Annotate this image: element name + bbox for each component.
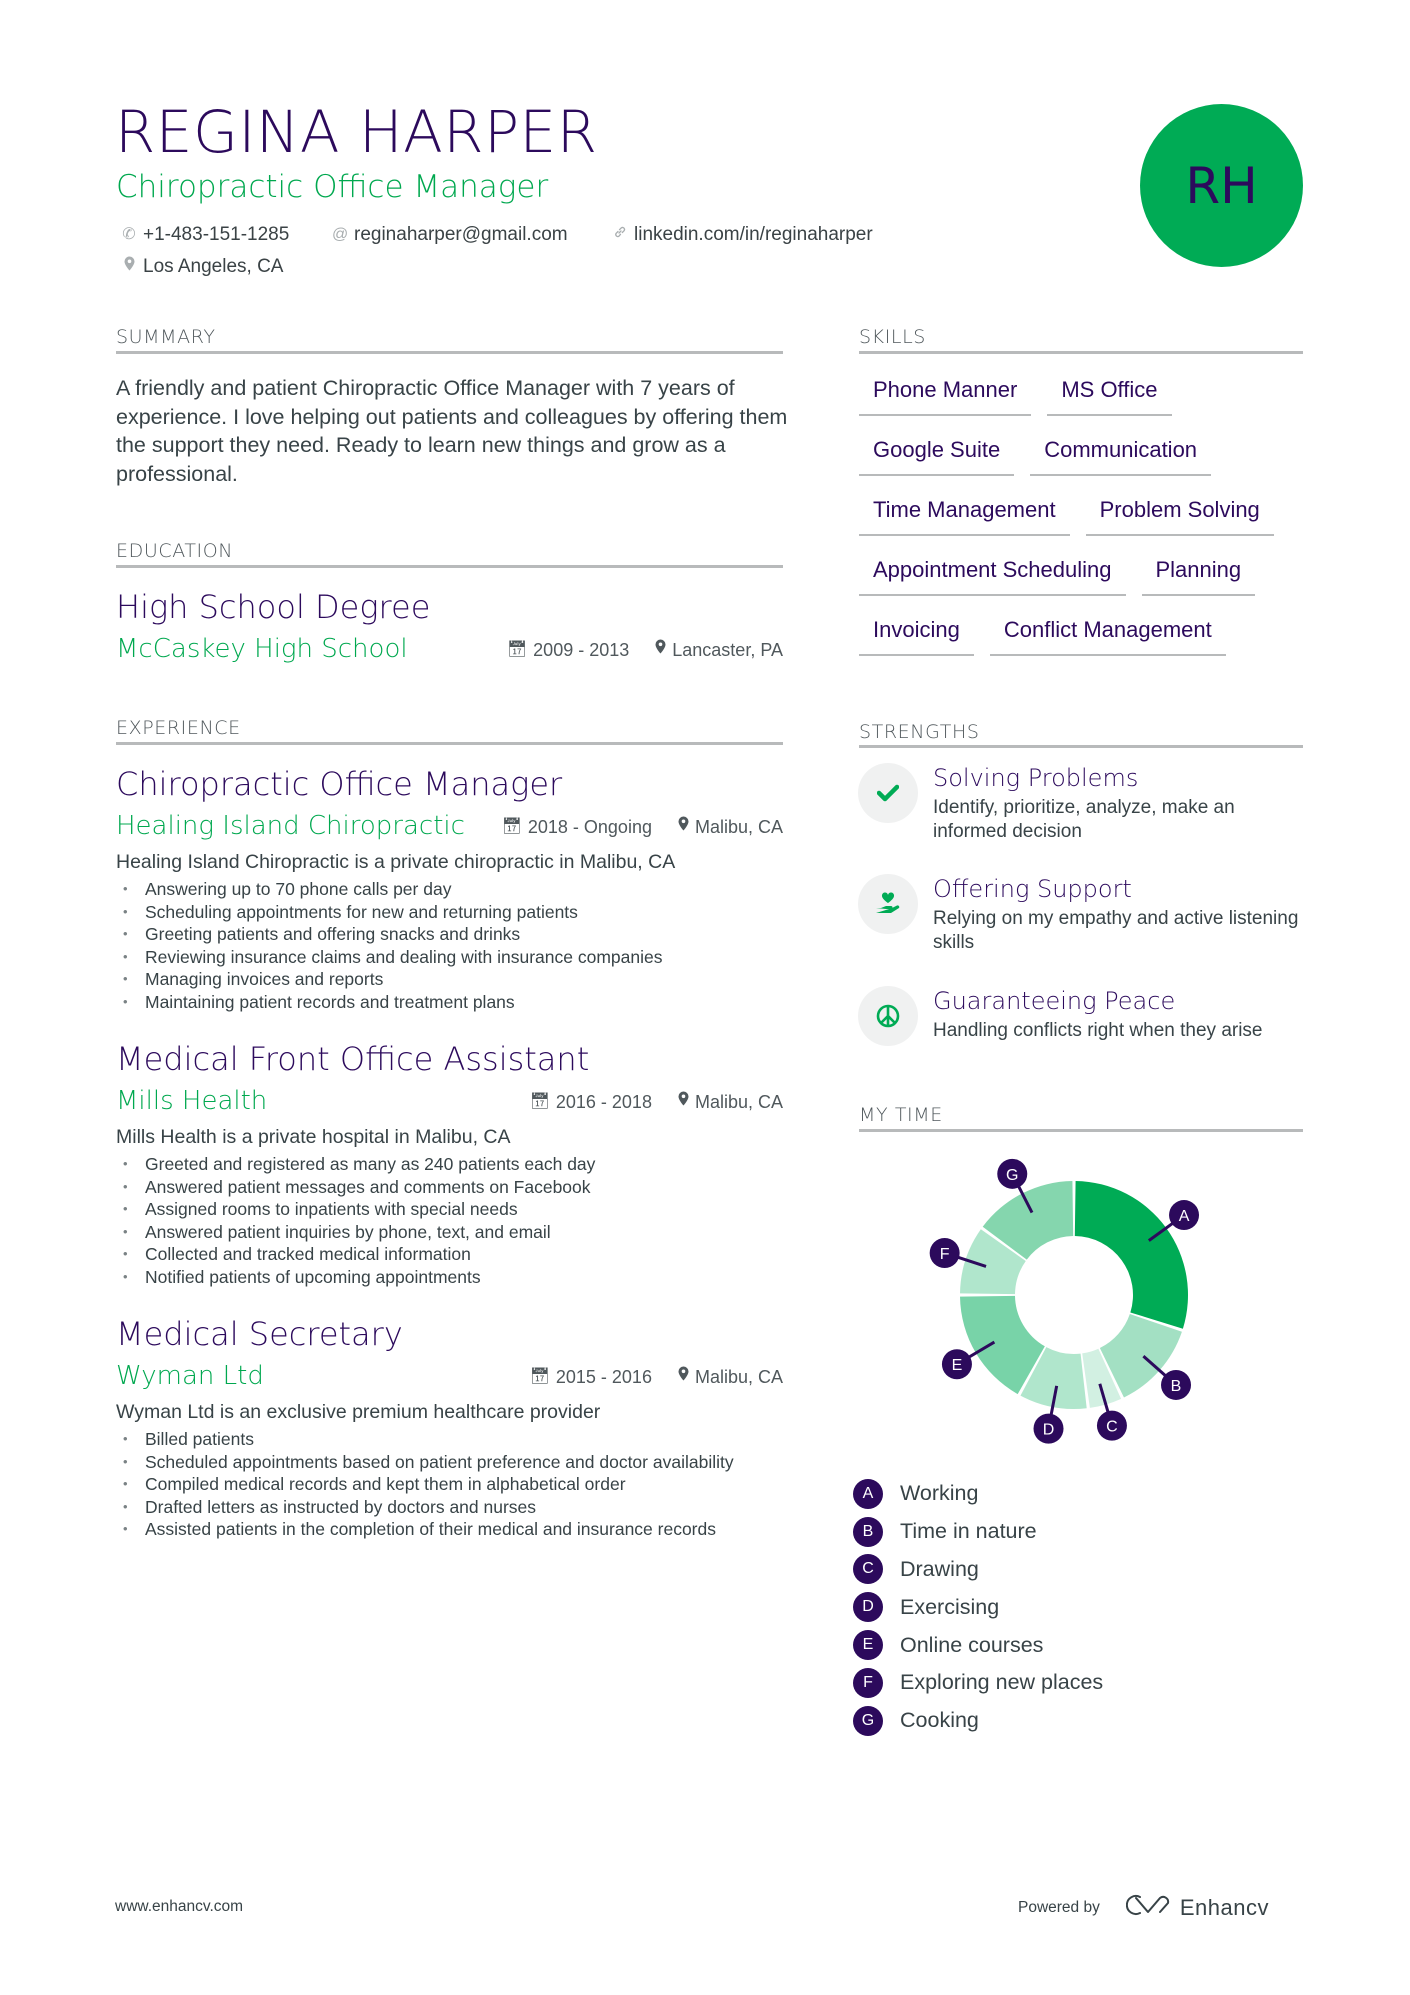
legend-label: Working	[900, 1481, 979, 1506]
legend-item	[853, 1588, 1103, 1626]
strengths-divider	[859, 745, 1303, 748]
strength-description: Identify, prioritize, analyze, make an informed decision	[933, 797, 1235, 842]
job-bullets	[116, 878, 796, 1014]
bullet-item: • Maintaining patient records and treatment plans	[116, 991, 796, 1014]
brand-name: Enhancv	[1179, 1894, 1269, 1920]
contact-email[interactable]	[332, 223, 568, 247]
skill-tag: Problem Solving	[1086, 492, 1274, 536]
job-description: Healing Island Chiropractic is a private chiropractic in Malibu, CA	[116, 851, 676, 873]
skills-heading: SKILLS	[859, 326, 926, 348]
calendar-icon: 📅︎	[529, 1093, 550, 1110]
legend-label: Cooking	[900, 1708, 979, 1733]
phone-text: +1-483-151-1285	[143, 224, 290, 245]
link-icon	[612, 223, 628, 247]
legend-label: Time in nature	[900, 1519, 1037, 1544]
map-pin-icon	[121, 255, 137, 279]
contact-location	[121, 255, 283, 279]
skill-tag: Planning	[1142, 552, 1256, 596]
strength-title: Solving Problems	[933, 764, 1139, 792]
job-title: Medical Secretary	[116, 1315, 403, 1353]
job-location: Malibu, CA	[694, 817, 783, 837]
legend-badge: C	[853, 1554, 883, 1584]
job-location: Malibu, CA	[694, 1092, 783, 1112]
job-dates: 2015 - 2016	[555, 1367, 652, 1387]
legend-badge: A	[853, 1479, 883, 1509]
legend-badge: F	[853, 1668, 883, 1698]
calendar-icon: 📅︎	[529, 1368, 550, 1385]
donut-segment-a	[1075, 1181, 1188, 1329]
legend-badge: G	[853, 1706, 883, 1736]
bullet-item: • Drafted letters as instructed by doctors and nurses	[116, 1496, 796, 1519]
legend-item	[853, 1626, 1103, 1664]
education-heading: EDUCATION	[116, 540, 234, 562]
map-pin-icon	[678, 1366, 689, 1388]
my-time-divider	[859, 1129, 1303, 1132]
at-icon: @	[332, 226, 349, 243]
experience-heading: EXPERIENCE	[116, 717, 241, 739]
experience-divider	[116, 742, 783, 745]
powered-by-text: Powered by	[1018, 1898, 1100, 1916]
skills-divider	[859, 351, 1303, 354]
strength-item	[858, 986, 1308, 1046]
job-meta	[530, 1091, 783, 1113]
legend-item	[853, 1475, 1103, 1513]
contact-phone[interactable]	[121, 223, 289, 247]
legend-item	[853, 1513, 1103, 1551]
strengths-heading: STRENGTHS	[859, 721, 980, 743]
bullet-item: • Answered patient inquiries by phone, text, and email	[116, 1221, 796, 1244]
legend-label: Online courses	[900, 1632, 1044, 1657]
avatar	[1140, 104, 1303, 267]
my-time-heading: MY TIME	[859, 1104, 943, 1126]
strength-item	[858, 874, 1308, 955]
contact-linkedin[interactable]	[612, 223, 873, 247]
bullet-item: • Scheduling appointments for new and returning patients	[116, 901, 796, 924]
peace-icon	[858, 986, 918, 1046]
bullet-item: • Notified patients of upcoming appointments	[116, 1266, 796, 1289]
legend-item	[853, 1702, 1103, 1740]
bullet-item: • Compiled medical records and kept them in alphabetical order	[116, 1473, 796, 1496]
legend-badge: E	[853, 1630, 883, 1660]
education-school: McCaskey High School	[116, 634, 408, 664]
bullet-item: • Greeted and registered as many as 240 patients each day	[116, 1153, 796, 1176]
my-time-donut-chart	[924, 1143, 1224, 1453]
skill-tag: MS Office	[1047, 372, 1171, 416]
job-dates: 2018 - Ongoing	[527, 817, 652, 837]
skill-tag: Communication	[1030, 432, 1211, 476]
my-time-legend	[853, 1475, 1103, 1740]
skill-tag: Invoicing	[859, 612, 974, 656]
bullet-item: • Collected and tracked medical information	[116, 1243, 796, 1266]
avatar-initials: RH	[1185, 156, 1258, 215]
map-pin-icon	[655, 639, 666, 661]
bullet-item: • Answering up to 70 phone calls per day	[116, 878, 796, 901]
job-description: Mills Health is a private hospital in Malibu, CA	[116, 1126, 511, 1148]
svg-text:A: A	[1178, 1208, 1190, 1226]
legend-item	[853, 1551, 1103, 1589]
education-divider	[116, 565, 783, 568]
skill-tag: Appointment Scheduling	[859, 552, 1126, 596]
calendar-icon: 📅︎	[501, 818, 522, 835]
job-meta	[530, 1366, 783, 1388]
job-bullets	[116, 1153, 796, 1289]
skill-tag: Google Suite	[859, 432, 1014, 476]
svg-text:G: G	[1006, 1166, 1019, 1184]
summary-divider	[116, 351, 783, 354]
bullet-item: • Assigned rooms to inpatients with special needs	[116, 1198, 796, 1221]
bullet-item: • Billed patients	[116, 1428, 796, 1451]
skills-list	[859, 372, 1309, 656]
education-degree: High School Degree	[116, 588, 431, 626]
map-pin-icon	[678, 1091, 689, 1113]
strength-title: Guaranteeing Peace	[933, 987, 1176, 1015]
legend-label: Drawing	[900, 1556, 979, 1581]
svg-text:B: B	[1170, 1377, 1182, 1395]
footer-powered-by[interactable]	[1018, 1893, 1269, 1922]
hand-heart-icon	[858, 874, 918, 934]
strength-title: Offering Support	[933, 875, 1132, 903]
education-dates: 2009 - 2013	[533, 640, 630, 660]
legend-item	[853, 1664, 1103, 1702]
email-text: reginaharper@gmail.com	[354, 224, 568, 245]
legend-label: Exercising	[900, 1594, 1000, 1619]
location-text: Los Angeles, CA	[143, 256, 284, 277]
strength-description: Relying on my empathy and active listening skills	[933, 908, 1299, 953]
bullet-item: • Reviewing insurance claims and dealing with insurance companies	[116, 946, 796, 969]
strength-description: Handling conflicts right when they arise	[933, 1020, 1263, 1041]
legend-badge: B	[853, 1517, 883, 1547]
footer-website-link[interactable]: www.enhancv.com	[115, 1898, 244, 1915]
skill-tag: Time Management	[859, 492, 1070, 536]
bullet-item: • Greeting patients and offering snacks and drinks	[116, 923, 796, 946]
phone-icon: ✆	[122, 226, 136, 243]
legend-badge: D	[853, 1592, 883, 1622]
skill-tag: Phone Manner	[859, 372, 1031, 416]
education-meta	[507, 639, 783, 661]
linkedin-text: linkedin.com/in/reginaharper	[634, 224, 873, 245]
summary-heading: SUMMARY	[116, 326, 216, 348]
job-meta	[502, 816, 783, 838]
job-company: Healing Island Chiropractic	[116, 811, 465, 841]
job-description: Wyman Ltd is an exclusive premium healthcare provider	[116, 1401, 601, 1423]
svg-text:C: C	[1106, 1418, 1118, 1436]
job-title: Chiropractic Office Manager	[116, 765, 563, 803]
strength-item	[858, 763, 1308, 844]
candidate-title: Chiropractic Office Manager	[116, 169, 549, 205]
job-title: Medical Front Office Assistant	[116, 1040, 590, 1078]
svg-text:F: F	[939, 1245, 950, 1263]
job-dates: 2016 - 2018	[555, 1092, 652, 1112]
checkmark-icon	[858, 763, 918, 823]
svg-text:E: E	[951, 1357, 963, 1375]
education-location: Lancaster, PA	[672, 640, 783, 660]
job-bullets	[116, 1428, 796, 1541]
legend-label: Exploring new places	[900, 1670, 1104, 1695]
bullet-item: • Assisted patients in the completion of their medical and insurance records	[116, 1518, 796, 1541]
enhancv-logo-icon	[1126, 1893, 1172, 1922]
calendar-icon: 📅︎	[506, 641, 528, 658]
map-pin-icon	[678, 816, 689, 838]
job-company: Mills Health	[116, 1086, 268, 1116]
svg-text:D: D	[1042, 1421, 1055, 1439]
bullet-item: • Managing invoices and reports	[116, 968, 796, 991]
candidate-name: REGINA HARPER	[115, 98, 598, 166]
summary-text: A friendly and patient Chiropractic Office Manager with 7 years of experience. I love helping out patients and colleagues by offering them the support they need. Ready to learn new things and grow as a professional.	[116, 376, 788, 487]
bullet-item: • Answered patient messages and comments on Facebook	[116, 1176, 796, 1199]
skill-tag: Conflict Management	[990, 612, 1226, 656]
job-company: Wyman Ltd	[116, 1361, 264, 1391]
bullet-item: • Scheduled appointments based on patient preference and doctor availability	[116, 1451, 796, 1474]
job-location: Malibu, CA	[694, 1367, 783, 1387]
